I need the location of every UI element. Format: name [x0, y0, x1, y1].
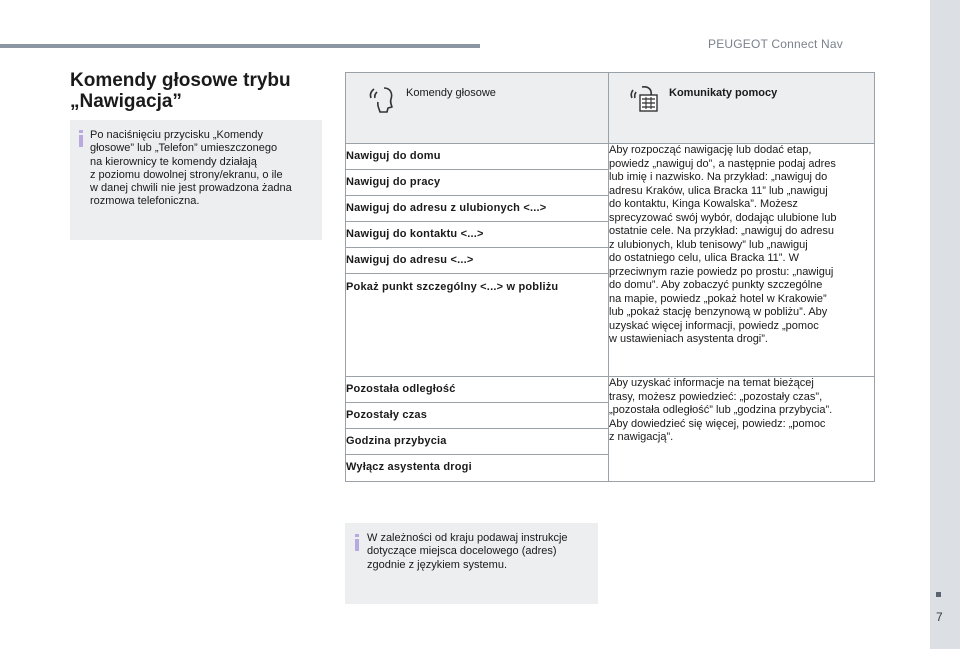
help-message-line: Aby dowiedzieć się więcej, powiedz: „pomoc	[609, 417, 826, 430]
help-message-line: uzyskać więcej informacji, powiedz „pomoc	[609, 319, 819, 332]
help-message-line: lub imię i nazwisko. Na przykład: „nawiguj do	[609, 171, 828, 183]
command-cell: Pozostała odległość	[346, 377, 609, 403]
command-cell: Wyłącz asystenta drogi	[346, 455, 609, 482]
help-message-line: Aby uzyskać informacje na temat bieżącej	[609, 377, 814, 389]
header-help-cell	[609, 73, 875, 144]
help-message-line: do domu”. Aby zobaczyć punkty szczególne	[609, 279, 823, 291]
help-message-line: do kontaktu, Kinga Kowalska”. Możesz	[609, 198, 798, 210]
info-box-language	[345, 523, 598, 604]
help-message-cell	[609, 144, 875, 377]
info-text-line: zgodnie z językiem systemu.	[367, 558, 507, 571]
header-rule	[0, 44, 480, 48]
help-message-line: lub „pokaż stację benzynową w pobliżu”. Aby	[609, 306, 828, 318]
help-message-line: w ustawieniach asystenta drogi”.	[609, 333, 768, 345]
command-cell: Nawiguj do kontaktu <...>	[346, 222, 609, 248]
voice-commands-table	[345, 72, 875, 482]
command-cell: Nawiguj do adresu z ulubionych <...>	[346, 196, 609, 222]
section-title	[70, 70, 330, 112]
help-message-line: ostatnie cele. Na przykład: „nawiguj do adresu	[609, 225, 835, 237]
info-text-line: głosowe” lub „Telefon” umieszczonego	[90, 142, 278, 155]
help-message-line: trasy, możesz powiedzieć: „pozostały czas”,	[609, 390, 823, 403]
help-message-line: adresu Kraków, ulica Bracka 11” lub „nawiguj	[609, 184, 828, 197]
page-marker-icon	[936, 592, 941, 597]
command-cell: Godzina przybycia	[346, 429, 609, 455]
help-message-line: z nawigacją”.	[609, 431, 674, 443]
command-cell: Nawiguj do domu	[346, 144, 609, 170]
page-number: 7	[936, 610, 943, 624]
table-row	[346, 377, 875, 403]
command-cell: Pozostały czas	[346, 403, 609, 429]
info-icon	[79, 130, 83, 147]
info-text-line: dotyczące miejsca docelowego (adres)	[367, 545, 557, 558]
header-title: PEUGEOT Connect Nav	[708, 37, 843, 51]
voice-head-icon	[366, 84, 396, 114]
header-commands-cell	[346, 73, 609, 144]
info-text-line: w danej chwili nie jest prowadzona żadna	[90, 182, 292, 195]
info-text-line: rozmowa telefoniczna.	[90, 195, 200, 208]
info-text-line: z poziomu dowolnej strony/ekranu, o ile	[90, 168, 283, 181]
command-cell: Nawiguj do pracy	[346, 170, 609, 196]
info-text-line: W zależności od kraju podawaj instrukcje	[367, 532, 568, 544]
section-title-line: „Nawigacja”	[70, 91, 182, 112]
help-message-line: Aby rozpocząć nawigację lub dodać etap,	[609, 144, 812, 156]
command-cell: Pokaż punkt szczególny <...> w pobliżu	[346, 274, 609, 377]
help-message-line: „pozostała odległość” lub „godzina przybycia”.	[609, 404, 833, 416]
help-message-line: powiedz „nawiguj do”, a następnie podaj adres	[609, 157, 836, 170]
info-icon	[355, 534, 359, 551]
header-commands-label: Komendy głosowe	[406, 87, 496, 99]
help-message-line: do ostatniego celu, ulica Bracka 11”. W	[609, 252, 799, 264]
help-message-line: na mapie, powiedz „pokaż hotel w Krakowie”	[609, 292, 827, 305]
help-message-line: sprecyzować swój wybór, dodając ulubione lub	[609, 211, 837, 224]
page-edge-band	[930, 0, 960, 649]
table-row	[346, 144, 875, 170]
voice-keypad-icon	[629, 84, 659, 114]
help-message-cell	[609, 377, 875, 482]
info-text-line: Po naciśnięciu przycisku „Komendy	[90, 129, 264, 141]
help-message-line: z ulubionych, klub tenisowy” lub „nawiguj	[609, 238, 808, 251]
info-text-line: na kierownicy te komendy działają	[90, 155, 257, 168]
command-cell: Nawiguj do adresu <...>	[346, 248, 609, 274]
header-help-label: Komunikaty pomocy	[669, 87, 778, 99]
info-box-steering-wheel	[70, 120, 322, 240]
section-title-line: Komendy głosowe trybu	[70, 70, 291, 91]
help-message-line: przeciwnym razie powiedz po prostu: „nawiguj	[609, 265, 834, 278]
